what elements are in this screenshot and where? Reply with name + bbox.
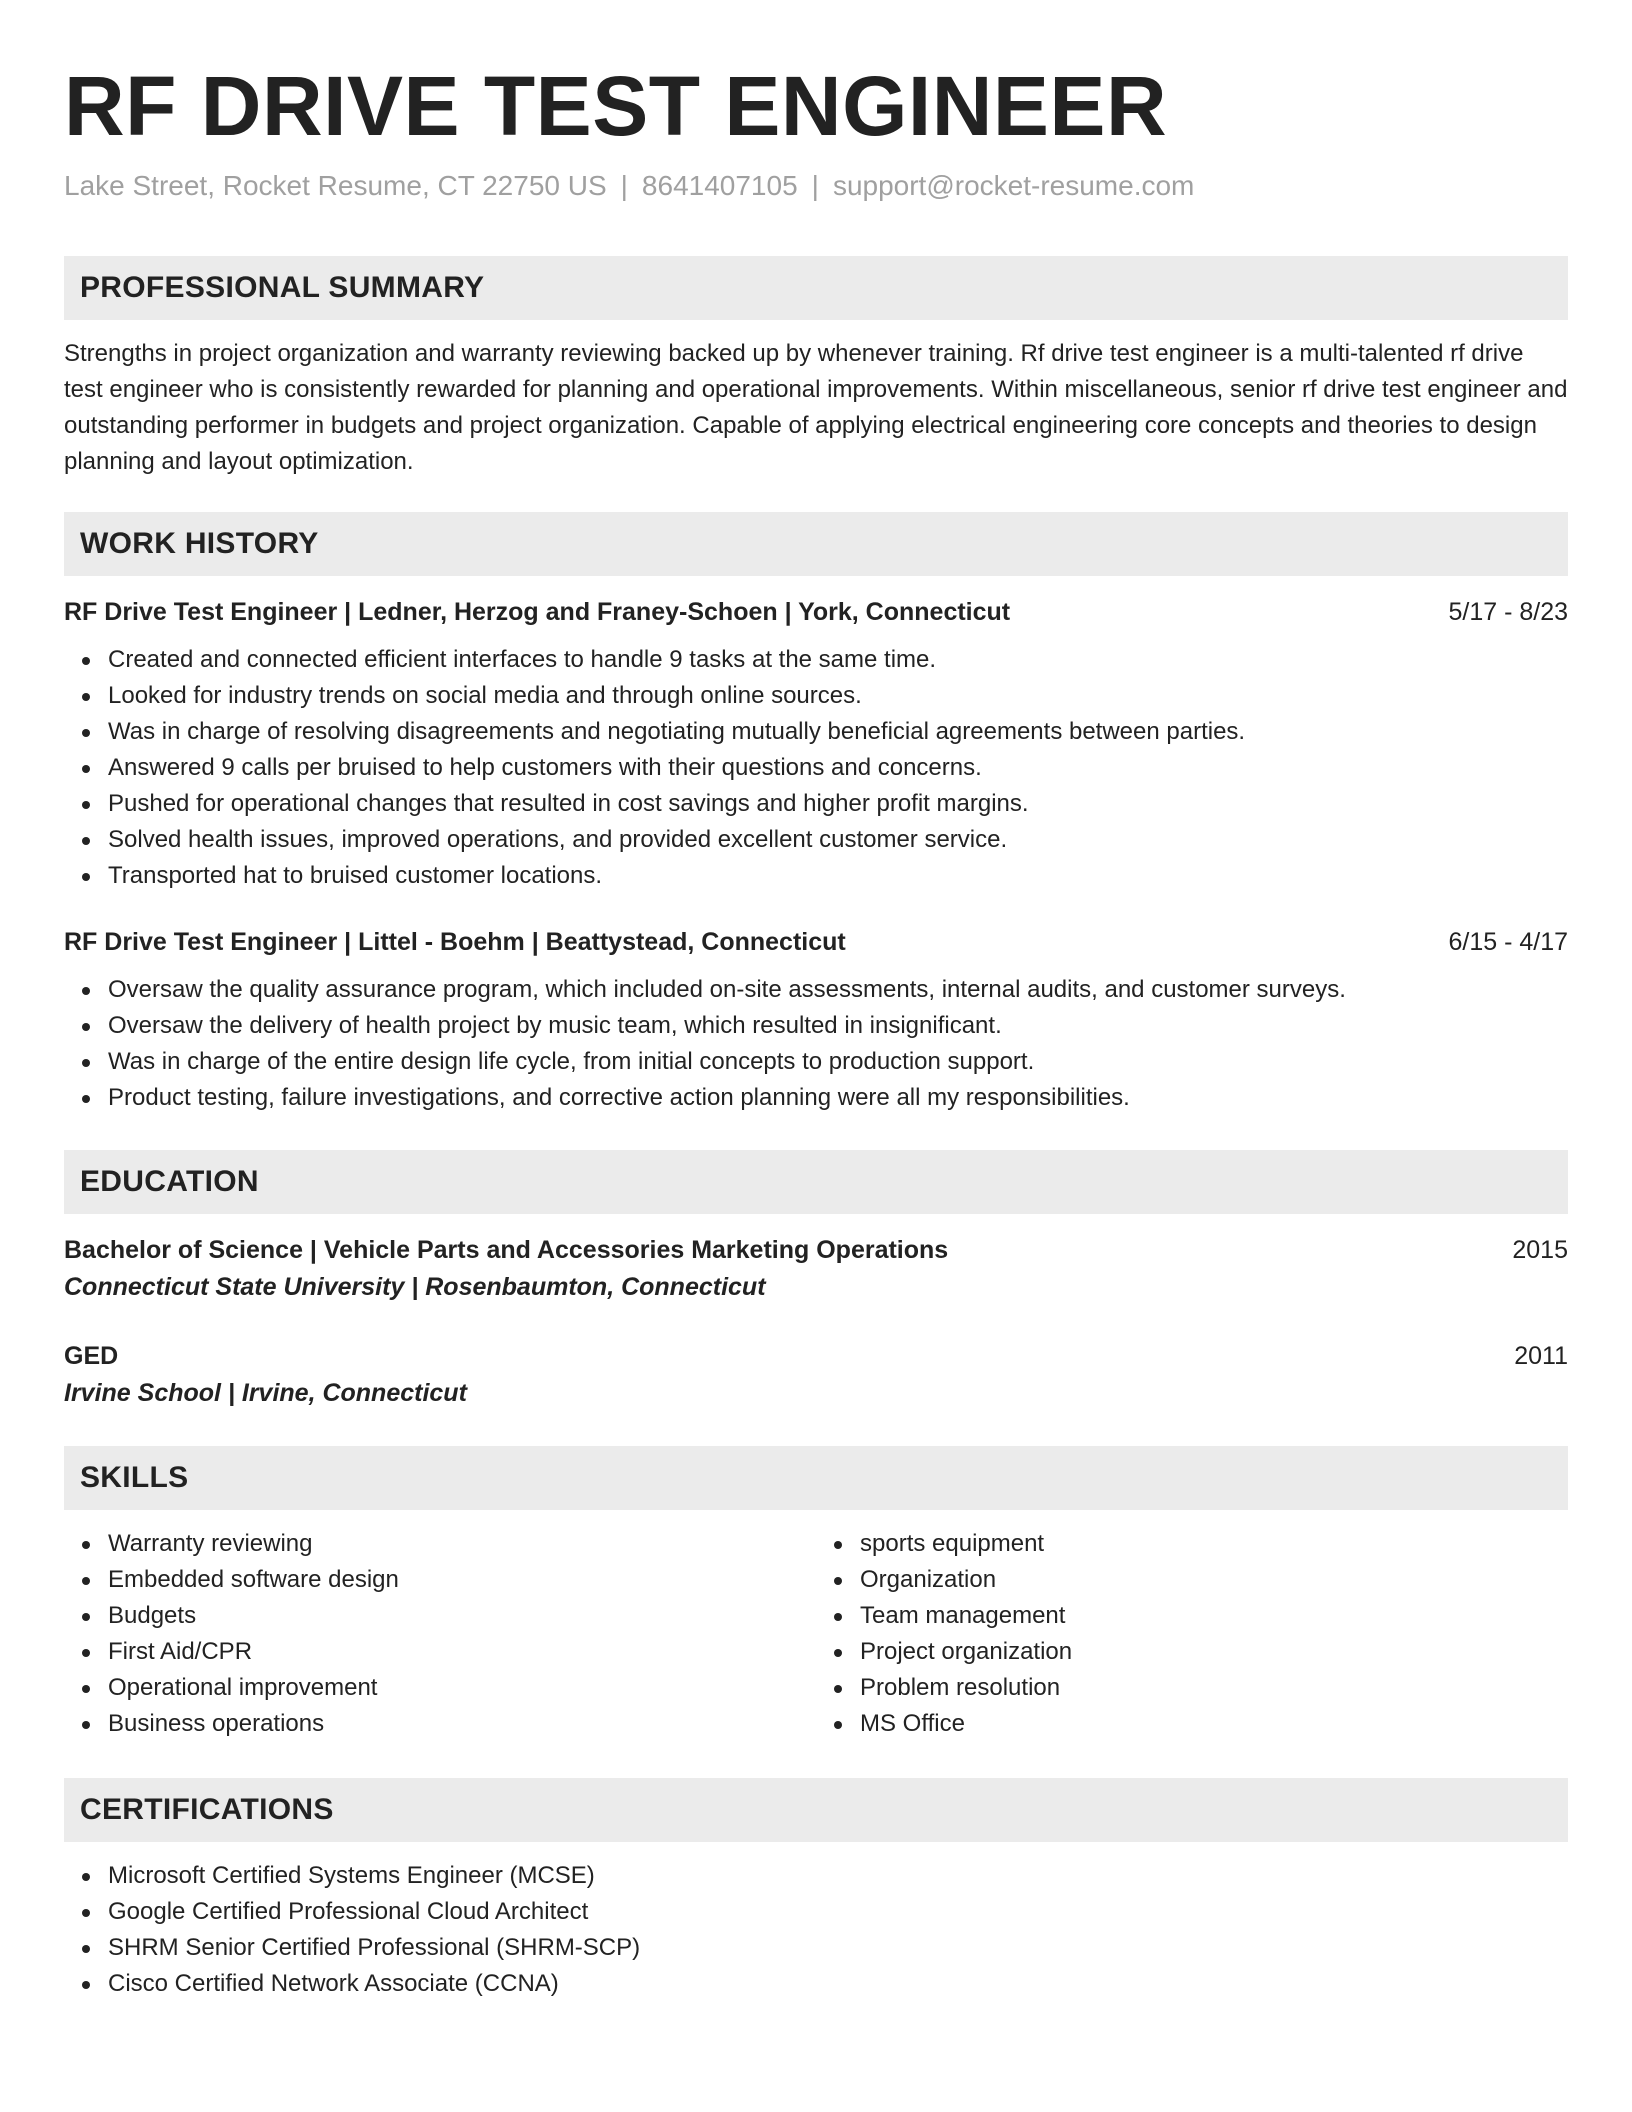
- job-bullet: Product testing, failure investigations, and corrective action planning were all my responsibilities.: [108, 1080, 1568, 1116]
- job-bullet: Pushed for operational changes that resulted in cost savings and higher profit margins.: [108, 786, 1568, 822]
- certification-item: SHRM Senior Certified Professional (SHRM-SCP): [108, 1930, 1568, 1966]
- job-bullet: Was in charge of resolving disagreements and negotiating mutually beneficial agreements between parties.: [108, 714, 1568, 750]
- contact-email: support@rocket-resume.com: [832, 170, 1195, 201]
- certification-item: Microsoft Certified Systems Engineer (MCSE): [108, 1858, 1568, 1894]
- skills-grid: [64, 1526, 1568, 1742]
- degree: GED: [64, 1342, 119, 1370]
- work-history-heading: WORK HISTORY: [64, 512, 1568, 576]
- certifications-list: [64, 1858, 1568, 2002]
- skill-item: Team management: [860, 1598, 1568, 1634]
- summary-text: Strengths in project organization and warranty reviewing backed up by whenever training. Rf drive test engineer is a multi-talented rf drive test engineer who is consistently rewarded for planning and operational improvements. Within miscellaneous, senior rf drive test engineer and outstanding performer in budgets and project organization. Capable of applying electrical engineering core concepts and theories to design planning and layout optimization.: [64, 340, 1568, 475]
- job-bullet: Oversaw the delivery of health project by music team, which resulted in insignificant.: [108, 1008, 1568, 1044]
- skill-item: Budgets: [108, 1598, 816, 1634]
- contact-separator: |: [620, 170, 628, 201]
- certifications-heading: CERTIFICATIONS: [64, 1778, 1568, 1842]
- skills-column-right: [816, 1526, 1568, 1742]
- skills-column-left: [64, 1526, 816, 1742]
- school: Connecticut State University | Rosenbaumton, Connecticut: [64, 1273, 766, 1301]
- resume-page: [64, 58, 1568, 2002]
- skill-item: Organization: [860, 1562, 1568, 1598]
- skill-item: Problem resolution: [860, 1670, 1568, 1706]
- job-dates: 5/17 - 8/23: [1448, 598, 1568, 626]
- education-entry: [64, 1232, 1568, 1306]
- skill-item: Embedded software design: [108, 1562, 816, 1598]
- skill-item: Business operations: [108, 1706, 816, 1742]
- skills-heading: SKILLS: [64, 1446, 1568, 1510]
- contact-phone: 8641407105: [641, 170, 798, 201]
- education-heading: EDUCATION: [64, 1150, 1568, 1214]
- job-bullet: Looked for industry trends on social media and through online sources.: [108, 678, 1568, 714]
- skill-item: Operational improvement: [108, 1670, 816, 1706]
- job-title: RF Drive Test Engineer | Ledner, Herzog and Franey-Schoen | York, Connecticut: [64, 598, 1011, 626]
- job-bullet: Created and connected efficient interfaces to handle 9 tasks at the same time.: [108, 642, 1568, 678]
- summary-section: [64, 256, 1568, 480]
- certification-item: Cisco Certified Network Associate (CCNA): [108, 1966, 1568, 2002]
- graduation-year: 2015: [1512, 1236, 1568, 1264]
- education-section: [64, 1150, 1568, 1412]
- skill-item: Project organization: [860, 1634, 1568, 1670]
- skill-item: MS Office: [860, 1706, 1568, 1742]
- job-entry: [64, 594, 1568, 894]
- contact-separator: |: [811, 170, 819, 201]
- job-bullets: [64, 972, 1568, 1116]
- job-bullet: Was in charge of the entire design life cycle, from initial concepts to production support.: [108, 1044, 1568, 1080]
- candidate-name: RF DRIVE TEST ENGINEER: [64, 59, 1168, 153]
- contact-line: [64, 168, 1568, 204]
- contact-address: Lake Street, Rocket Resume, CT 22750 US: [64, 170, 607, 201]
- skill-item: sports equipment: [860, 1526, 1568, 1562]
- certifications-section: [64, 1778, 1568, 2002]
- skill-item: First Aid/CPR: [108, 1634, 816, 1670]
- job-bullet: Oversaw the quality assurance program, which included on-site assessments, internal audits, and customer surveys.: [108, 972, 1568, 1008]
- job-bullet: Transported hat to bruised customer locations.: [108, 858, 1568, 894]
- summary-heading: PROFESSIONAL SUMMARY: [64, 256, 1568, 320]
- job-entry: [64, 924, 1568, 1116]
- job-dates: 6/15 - 4/17: [1448, 928, 1568, 956]
- job-title: RF Drive Test Engineer | Littel - Boehm | Beattystead, Connecticut: [64, 928, 846, 956]
- skills-section: [64, 1446, 1568, 1742]
- skill-item: Warranty reviewing: [108, 1526, 816, 1562]
- work-history-section: [64, 512, 1568, 1116]
- degree: Bachelor of Science | Vehicle Parts and Accessories Marketing Operations: [64, 1236, 949, 1264]
- education-entry: [64, 1338, 1568, 1412]
- certification-item: Google Certified Professional Cloud Architect: [108, 1894, 1568, 1930]
- job-bullet: Answered 9 calls per bruised to help customers with their questions and concerns.: [108, 750, 1568, 786]
- school: Irvine School | Irvine, Connecticut: [64, 1379, 467, 1407]
- job-bullet: Solved health issues, improved operations, and provided excellent customer service.: [108, 822, 1568, 858]
- graduation-year: 2011: [1514, 1342, 1568, 1370]
- job-bullets: [64, 642, 1568, 894]
